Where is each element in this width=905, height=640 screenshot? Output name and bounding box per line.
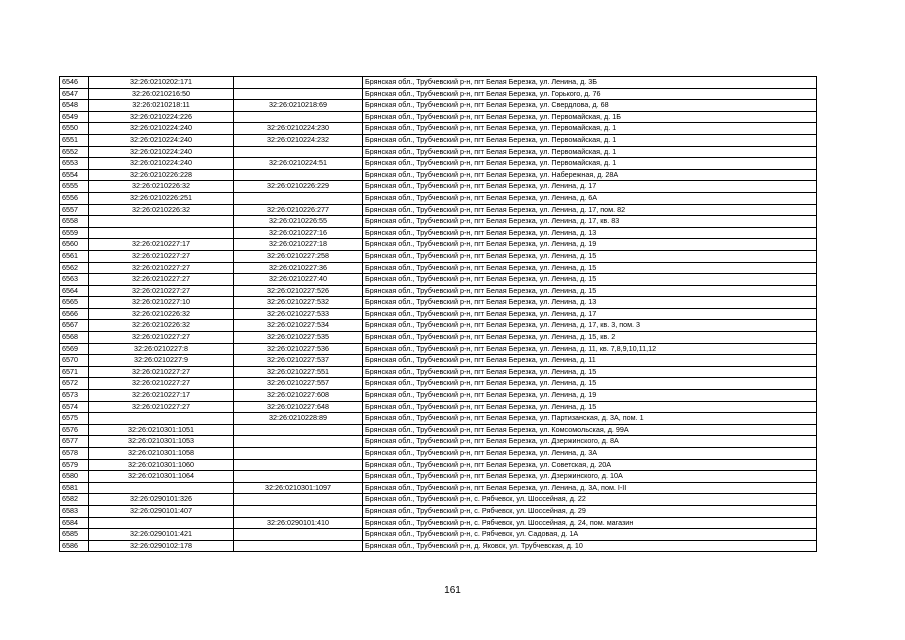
address-cell: Брянская обл., Трубчевский р-н, пгт Белая Березка, ул. Ленина, д. 3А [363,448,817,460]
table-row [60,320,817,332]
cadastral-number-cell [89,216,234,228]
row-number-cell: 6551 [60,134,89,146]
cadastral-number-cell [89,517,234,529]
object-cadastral-number-cell: 32:26:0210227:258 [234,250,363,262]
row-number-cell: 6571 [60,366,89,378]
cadastral-number-cell: 32:26:0210226:32 [89,308,234,320]
object-cadastral-number-cell: 32:26:0210228:89 [234,413,363,425]
object-cadastral-number-cell [234,424,363,436]
address-cell: Брянская обл., Трубчевский р-н, пгт Белая Березка, ул. Ленина, д. 17 [363,181,817,193]
address-cell: Брянская обл., Трубчевский р-н, с. Рябчевск, ул. Шоссейная, д. 24, пом. магазин [363,517,817,529]
table-row [60,134,817,146]
cadastral-number-cell: 32:26:0210224:240 [89,146,234,158]
table-row [60,529,817,541]
object-cadastral-number-cell [234,471,363,483]
row-number-cell: 6567 [60,320,89,332]
object-cadastral-number-cell: 32:26:0210227:537 [234,355,363,367]
cadastral-number-cell: 32:26:0210227:9 [89,355,234,367]
row-number-cell: 6553 [60,158,89,170]
cadastral-number-cell: 32:26:0210301:1053 [89,436,234,448]
cadastral-number-cell: 32:26:0210224:240 [89,134,234,146]
address-cell: Брянская обл., Трубчевский р-н, с. Рябчевск, ул. Шоссейная, д. 29 [363,505,817,517]
cadastral-number-cell: 32:26:0210226:32 [89,320,234,332]
table-row [60,459,817,471]
table-row [60,517,817,529]
row-number-cell: 6557 [60,204,89,216]
address-cell: Брянская обл., Трубчевский р-н, пгт Белая Березка, ул. Советская, д. 20А [363,459,817,471]
row-number-cell: 6569 [60,343,89,355]
cadastral-number-cell: 32:26:0210227:27 [89,378,234,390]
cadastral-number-cell: 32:26:0210227:10 [89,297,234,309]
table-row [60,436,817,448]
address-cell: Брянская обл., Трубчевский р-н, пгт Белая Березка, ул. Ленина, д. 3А, пом. I-II [363,482,817,494]
cadastral-number-cell: 32:26:0210227:27 [89,250,234,262]
address-cell: Брянская обл., Трубчевский р-н, пгт Белая Березка, ул. Ленина, д. 11, кв. 7,8,9,10,11,12 [363,343,817,355]
row-number-cell: 6584 [60,517,89,529]
object-cadastral-number-cell: 32:26:0210227:648 [234,401,363,413]
object-cadastral-number-cell: 32:26:0210227:40 [234,274,363,286]
cadastral-number-cell: 32:26:0210227:17 [89,390,234,402]
object-cadastral-number-cell: 32:26:0210224:232 [234,134,363,146]
row-number-cell: 6558 [60,216,89,228]
object-cadastral-number-cell: 32:26:0210224:51 [234,158,363,170]
row-number-cell: 6559 [60,227,89,239]
object-cadastral-number-cell [234,505,363,517]
address-cell: Брянская обл., Трубчевский р-н, пгт Белая Березка, ул. Ленина, д. 3Б [363,77,817,89]
table-row [60,540,817,552]
cadastral-number-cell: 32:26:0210224:240 [89,158,234,170]
object-cadastral-number-cell [234,436,363,448]
cadastral-number-cell: 32:26:0210227:27 [89,401,234,413]
row-number-cell: 6554 [60,169,89,181]
cadastral-number-cell [89,227,234,239]
cadastral-number-cell: 32:26:0210301:1060 [89,459,234,471]
table-row [60,413,817,425]
table-row [60,100,817,112]
registry-table [59,76,817,552]
table-row [60,332,817,344]
address-cell: Брянская обл., Трубчевский р-н, пгт Белая Березка, ул. Ленина, д. 15 [363,250,817,262]
object-cadastral-number-cell: 32:26:0210227:526 [234,285,363,297]
address-cell: Брянская обл., Трубчевский р-н, пгт Белая Березка, ул. Ленина, д. 11 [363,355,817,367]
cadastral-number-cell: 32:26:0210227:27 [89,332,234,344]
object-cadastral-number-cell [234,192,363,204]
object-cadastral-number-cell: 32:26:0210227:608 [234,390,363,402]
table-row [60,227,817,239]
table-row [60,390,817,402]
address-cell: Брянская обл., Трубчевский р-н, пгт Белая Березка, ул. Ленина, д. 13 [363,227,817,239]
table-row [60,366,817,378]
cadastral-number-cell: 32:26:0210226:228 [89,169,234,181]
address-cell: Брянская обл., Трубчевский р-н, пгт Белая Березка, ул. Первомайская, д. 1 [363,123,817,135]
object-cadastral-number-cell: 32:26:0210227:536 [234,343,363,355]
address-cell: Брянская обл., Трубчевский р-н, пгт Белая Березка, ул. Первомайская, д. 1 [363,158,817,170]
object-cadastral-number-cell: 32:26:0210227:16 [234,227,363,239]
address-cell: Брянская обл., Трубчевский р-н, пгт Белая Березка, ул. Ленина, д. 17, пом. 82 [363,204,817,216]
row-number-cell: 6578 [60,448,89,460]
table-row [60,448,817,460]
table-row [60,343,817,355]
table-row [60,401,817,413]
row-number-cell: 6581 [60,482,89,494]
row-number-cell: 6561 [60,250,89,262]
table-row [60,308,817,320]
object-cadastral-number-cell [234,540,363,552]
cadastral-number-cell: 32:26:0290101:407 [89,505,234,517]
row-number-cell: 6572 [60,378,89,390]
object-cadastral-number-cell: 32:26:0210227:535 [234,332,363,344]
cadastral-number-cell: 32:26:0210227:27 [89,274,234,286]
object-cadastral-number-cell: 32:26:0210218:69 [234,100,363,112]
row-number-cell: 6549 [60,111,89,123]
object-cadastral-number-cell [234,529,363,541]
object-cadastral-number-cell: 32:26:0210301:1097 [234,482,363,494]
table-row [60,378,817,390]
table-row [60,471,817,483]
row-number-cell: 6552 [60,146,89,158]
address-cell: Брянская обл., Трубчевский р-н, пгт Белая Березка, ул. Первомайская, д. 1Б [363,111,817,123]
row-number-cell: 6560 [60,239,89,251]
object-cadastral-number-cell [234,494,363,506]
cadastral-number-cell: 32:26:0290101:421 [89,529,234,541]
address-cell: Брянская обл., Трубчевский р-н, пгт Белая Березка, ул. Ленина, д. 15 [363,285,817,297]
row-number-cell: 6547 [60,88,89,100]
row-number-cell: 6574 [60,401,89,413]
object-cadastral-number-cell: 32:26:0290101:410 [234,517,363,529]
address-cell: Брянская обл., Трубчевский р-н, пгт Белая Березка, ул. Ленина, д. 15 [363,274,817,286]
cadastral-number-cell: 32:26:0210301:1064 [89,471,234,483]
object-cadastral-number-cell: 32:26:0210227:36 [234,262,363,274]
object-cadastral-number-cell [234,448,363,460]
table-row [60,146,817,158]
row-number-cell: 6556 [60,192,89,204]
object-cadastral-number-cell [234,77,363,89]
address-cell: Брянская обл., Трубчевский р-н, пгт Белая Березка, ул. Дзержинского, д. 8А [363,436,817,448]
object-cadastral-number-cell: 32:26:0210227:551 [234,366,363,378]
row-number-cell: 6548 [60,100,89,112]
table-row [60,239,817,251]
address-cell: Брянская обл., Трубчевский р-н, пгт Белая Березка, ул. Набережная, д. 28А [363,169,817,181]
table-row [60,250,817,262]
object-cadastral-number-cell: 32:26:0210226:277 [234,204,363,216]
address-cell: Брянская обл., Трубчевский р-н, пгт Белая Березка, ул. Первомайская, д. 1 [363,134,817,146]
table-row [60,88,817,100]
cadastral-number-cell: 32:26:0210227:17 [89,239,234,251]
address-cell: Брянская обл., Трубчевский р-н, пгт Белая Березка, ул. Дзержинского, д. 10А [363,471,817,483]
row-number-cell: 6568 [60,332,89,344]
cadastral-number-cell: 32:26:0210227:27 [89,262,234,274]
cadastral-number-cell: 32:26:0210227:8 [89,343,234,355]
table-row [60,111,817,123]
cadastral-number-cell: 32:26:0210224:240 [89,123,234,135]
cadastral-number-cell: 32:26:0210301:1051 [89,424,234,436]
address-cell: Брянская обл., Трубчевский р-н, пгт Белая Березка, ул. Ленина, д. 19 [363,390,817,402]
row-number-cell: 6555 [60,181,89,193]
row-number-cell: 6564 [60,285,89,297]
address-cell: Брянская обл., Трубчевский р-н, пгт Белая Березка, ул. Ленина, д. 6А [363,192,817,204]
row-number-cell: 6582 [60,494,89,506]
address-cell: Брянская обл., Трубчевский р-н, пгт Белая Березка, ул. Ленина, д. 15, кв. 2 [363,332,817,344]
object-cadastral-number-cell: 32:26:0210226:229 [234,181,363,193]
table-row [60,494,817,506]
row-number-cell: 6573 [60,390,89,402]
row-number-cell: 6550 [60,123,89,135]
address-cell: Брянская обл., Трубчевский р-н, пгт Белая Березка, ул. Свердлова, д. 68 [363,100,817,112]
cadastral-number-cell: 32:26:0210224:226 [89,111,234,123]
row-number-cell: 6546 [60,77,89,89]
table-row [60,77,817,89]
object-cadastral-number-cell: 32:26:0210224:230 [234,123,363,135]
row-number-cell: 6579 [60,459,89,471]
object-cadastral-number-cell: 32:26:0210227:532 [234,297,363,309]
cadastral-number-cell: 32:26:0210227:27 [89,285,234,297]
cadastral-number-cell: 32:26:0210226:32 [89,204,234,216]
object-cadastral-number-cell: 32:26:0210227:557 [234,378,363,390]
object-cadastral-number-cell: 32:26:0210227:534 [234,320,363,332]
table-row [60,297,817,309]
address-cell: Брянская обл., Трубчевский р-н, пгт Белая Березка, ул. Ленина, д. 19 [363,239,817,251]
row-number-cell: 6570 [60,355,89,367]
address-cell: Брянская обл., Трубчевский р-н, с. Рябчевск, ул. Садовая, д. 1А [363,529,817,541]
table-row [60,285,817,297]
object-cadastral-number-cell [234,88,363,100]
object-cadastral-number-cell [234,169,363,181]
object-cadastral-number-cell [234,459,363,471]
cadastral-number-cell: 32:26:0290102:178 [89,540,234,552]
address-cell: Брянская обл., Трубчевский р-н, пгт Белая Березка, ул. Комсомольская, д. 99А [363,424,817,436]
registry-table-body [60,77,817,552]
address-cell: Брянская обл., Трубчевский р-н, пгт Белая Березка, ул. Ленина, д. 15 [363,262,817,274]
table-row [60,181,817,193]
address-cell: Брянская обл., Трубчевский р-н, д. Яковск, ул. Трубчевская, д. 10 [363,540,817,552]
row-number-cell: 6563 [60,274,89,286]
row-number-cell: 6576 [60,424,89,436]
table-row [60,274,817,286]
cadastral-number-cell: 32:26:0210301:1058 [89,448,234,460]
cadastral-number-cell: 32:26:0210227:27 [89,366,234,378]
row-number-cell: 6566 [60,308,89,320]
row-number-cell: 6586 [60,540,89,552]
address-cell: Брянская обл., Трубчевский р-н, пгт Белая Березка, ул. Ленина, д. 15 [363,366,817,378]
address-cell: Брянская обл., Трубчевский р-н, пгт Белая Березка, ул. Ленина, д. 17 [363,308,817,320]
object-cadastral-number-cell: 32:26:0210227:18 [234,239,363,251]
address-cell: Брянская обл., Трубчевский р-н, пгт Белая Березка, ул. Первомайская, д. 1 [363,146,817,158]
address-cell: Брянская обл., Трубчевский р-н, пгт Белая Березка, ул. Ленина, д. 15 [363,378,817,390]
row-number-cell: 6585 [60,529,89,541]
page-number: 161 [444,585,461,596]
address-cell: Брянская обл., Трубчевский р-н, пгт Белая Березка, ул. Ленина, д. 17, кв. 3, пом. 3 [363,320,817,332]
table-row [60,482,817,494]
row-number-cell: 6562 [60,262,89,274]
table-row [60,505,817,517]
table-row [60,158,817,170]
object-cadastral-number-cell: 32:26:0210226:55 [234,216,363,228]
table-row [60,355,817,367]
table-row [60,169,817,181]
object-cadastral-number-cell [234,111,363,123]
cadastral-number-cell: 32:26:0210226:32 [89,181,234,193]
object-cadastral-number-cell [234,146,363,158]
table-row [60,192,817,204]
cadastral-number-cell: 32:26:0210202:171 [89,77,234,89]
cadastral-number-cell: 32:26:0210216:50 [89,88,234,100]
table-row [60,204,817,216]
table-row [60,262,817,274]
row-number-cell: 6565 [60,297,89,309]
cadastral-number-cell [89,413,234,425]
row-number-cell: 6577 [60,436,89,448]
address-cell: Брянская обл., Трубчевский р-н, с. Рябчевск, ул. Шоссейная, д. 22 [363,494,817,506]
row-number-cell: 6583 [60,505,89,517]
table-row [60,424,817,436]
row-number-cell: 6580 [60,471,89,483]
address-cell: Брянская обл., Трубчевский р-н, пгт Белая Березка, ул. Ленина, д. 13 [363,297,817,309]
cadastral-number-cell: 32:26:0290101:326 [89,494,234,506]
cadastral-number-cell: 32:26:0210218:11 [89,100,234,112]
table-row [60,216,817,228]
cadastral-number-cell [89,482,234,494]
address-cell: Брянская обл., Трубчевский р-н, пгт Белая Березка, ул. Ленина, д. 17, кв. 83 [363,216,817,228]
address-cell: Брянская обл., Трубчевский р-н, пгт Белая Березка, ул. Горького, д. 76 [363,88,817,100]
row-number-cell: 6575 [60,413,89,425]
address-cell: Брянская обл., Трубчевский р-н, пгт Белая Березка, ул. Ленина, д. 15 [363,401,817,413]
address-cell: Брянская обл., Трубчевский р-н, пгт Белая Березка, ул. Партизанская, д. 3А, пом. 1 [363,413,817,425]
object-cadastral-number-cell: 32:26:0210227:533 [234,308,363,320]
cadastral-number-cell: 32:26:0210226:251 [89,192,234,204]
table-row [60,123,817,135]
